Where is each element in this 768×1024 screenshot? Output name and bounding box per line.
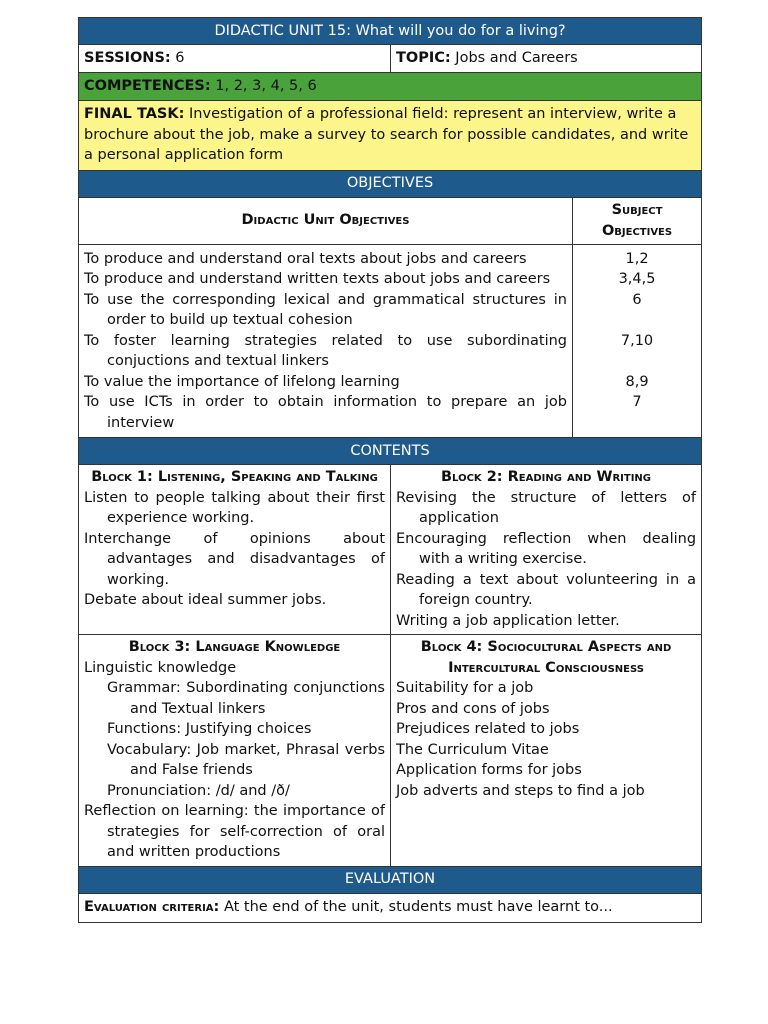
block-3 — [79, 635, 391, 867]
block-4-item: Prejudices related to jobs — [396, 721, 580, 737]
block-4-item: The Curriculum Vitae — [396, 741, 549, 758]
block-4-item: Application forms for jobs — [396, 762, 582, 778]
block-1-item: Listen to people talking about their first experience working. — [84, 489, 385, 526]
subject-objective-numbers — [573, 244, 702, 438]
subject-objective-number: 3,4,5 — [618, 271, 656, 287]
topic-cell — [391, 45, 702, 73]
sessions-value: 6 — [175, 50, 185, 67]
evaluation-criteria-label: Evaluation criteria: — [84, 899, 220, 916]
block-3-item: Vocabulary: Job market, Phrasal verbs and False friends — [107, 741, 385, 778]
objective-item: To produce and understand written texts about jobs and careers — [84, 271, 551, 287]
block-2 — [391, 465, 702, 635]
block-1-item: Interchange of opinions about advantages and disadvantages of working. — [84, 530, 385, 588]
objectives-col-unit: Didactic Unit Objectives — [79, 197, 573, 244]
unit-title: DIDACTIC UNIT 15: What will you do for a living? — [79, 18, 702, 45]
objective-item: To produce and understand oral texts about jobs and careers — [84, 250, 527, 267]
evaluation-criteria-cell — [79, 893, 702, 922]
subject-objective-number: 7,10 — [620, 332, 654, 349]
block-3-item: Pronunciation: /d/ and /ð/ — [107, 782, 290, 799]
topic-label: TOPIC: — [396, 50, 451, 67]
block-2-title: Block 2: Reading and Writing — [441, 469, 652, 485]
topic-value: Jobs and Careers — [455, 50, 578, 67]
final-task-text: Investigation of a professional field: represent an interview, write a brochure about the job, make a survey to search for possible candidates, and write a personal application form — [84, 106, 689, 163]
block-4-item: Job adverts and steps to find a job — [396, 782, 645, 799]
block-3-item: Grammar: Subordinating conjunctions and Textual linkers — [107, 680, 385, 717]
final-task-cell — [79, 101, 702, 171]
final-task-label: FINAL TASK: — [84, 106, 185, 122]
competences-cell — [79, 73, 702, 101]
block-4 — [391, 635, 702, 867]
sessions-label: SESSIONS: — [84, 50, 171, 67]
subject-objective-number: 1,2 — [625, 250, 649, 267]
block-1 — [79, 465, 391, 635]
block-4-title: Block 4: Sociocultural Aspects and Intercultural Consciousness — [420, 639, 672, 676]
block-4-item: Pros and cons of jobs — [396, 700, 550, 717]
subject-objective-number: 6 — [632, 291, 642, 308]
block-1-item: Debate about ideal summer jobs. — [84, 592, 327, 608]
objective-item: To use ICTs in order to obtain information to prepare an job interview — [84, 394, 567, 431]
evaluation-header: EVALUATION — [79, 866, 702, 893]
objectives-col-subject: Subject Objectives — [573, 197, 702, 244]
competences-label: COMPETENCES: — [84, 78, 211, 95]
evaluation-criteria-text: At the end of the unit, students must have learnt to... — [223, 899, 613, 916]
subject-objective-number — [578, 351, 696, 372]
block-3-title: Block 3: Language Knowledge — [128, 639, 341, 655]
objective-item: To foster learning strategies related to use subordinating conjuctions and textual linkers — [84, 332, 567, 369]
block-3-reflection: Reflection on learning: the importance of strategies for self-correction of oral and written productions — [84, 803, 385, 860]
block-3-intro: Linguistic knowledge — [84, 659, 237, 676]
block-3-item: Functions: Justifying choices — [107, 721, 312, 737]
block-1-title: Block 1: Listening, Speaking and Talking — [91, 469, 378, 485]
block-2-item: Writing a job application letter. — [396, 612, 620, 629]
didactic-unit-table — [78, 17, 702, 923]
subject-objective-number: 7 — [632, 394, 642, 410]
sessions-cell — [79, 45, 391, 73]
competences-value: 1, 2, 3, 4, 5, 6 — [215, 78, 317, 95]
subject-objective-number — [578, 310, 696, 331]
objective-item: To use the corresponding lexical and grammatical structures in order to build up textual cohesion — [84, 291, 567, 328]
block-4-item: Suitability for a job — [396, 680, 534, 696]
block-2-item: Encouraging reflection when dealing with a writing exercise. — [396, 530, 697, 567]
block-2-item: Revising the structure of letters of application — [396, 489, 697, 526]
objectives-list — [79, 244, 573, 438]
didactic-unit-sheet — [78, 17, 701, 923]
block-2-item: Reading a text about volunteering in a foreign country. — [396, 571, 697, 608]
objective-item: To value the importance of lifelong learning — [84, 373, 400, 390]
contents-header: CONTENTS — [79, 438, 702, 465]
subject-objective-number: 8,9 — [625, 373, 649, 390]
objectives-header: OBJECTIVES — [79, 170, 702, 197]
